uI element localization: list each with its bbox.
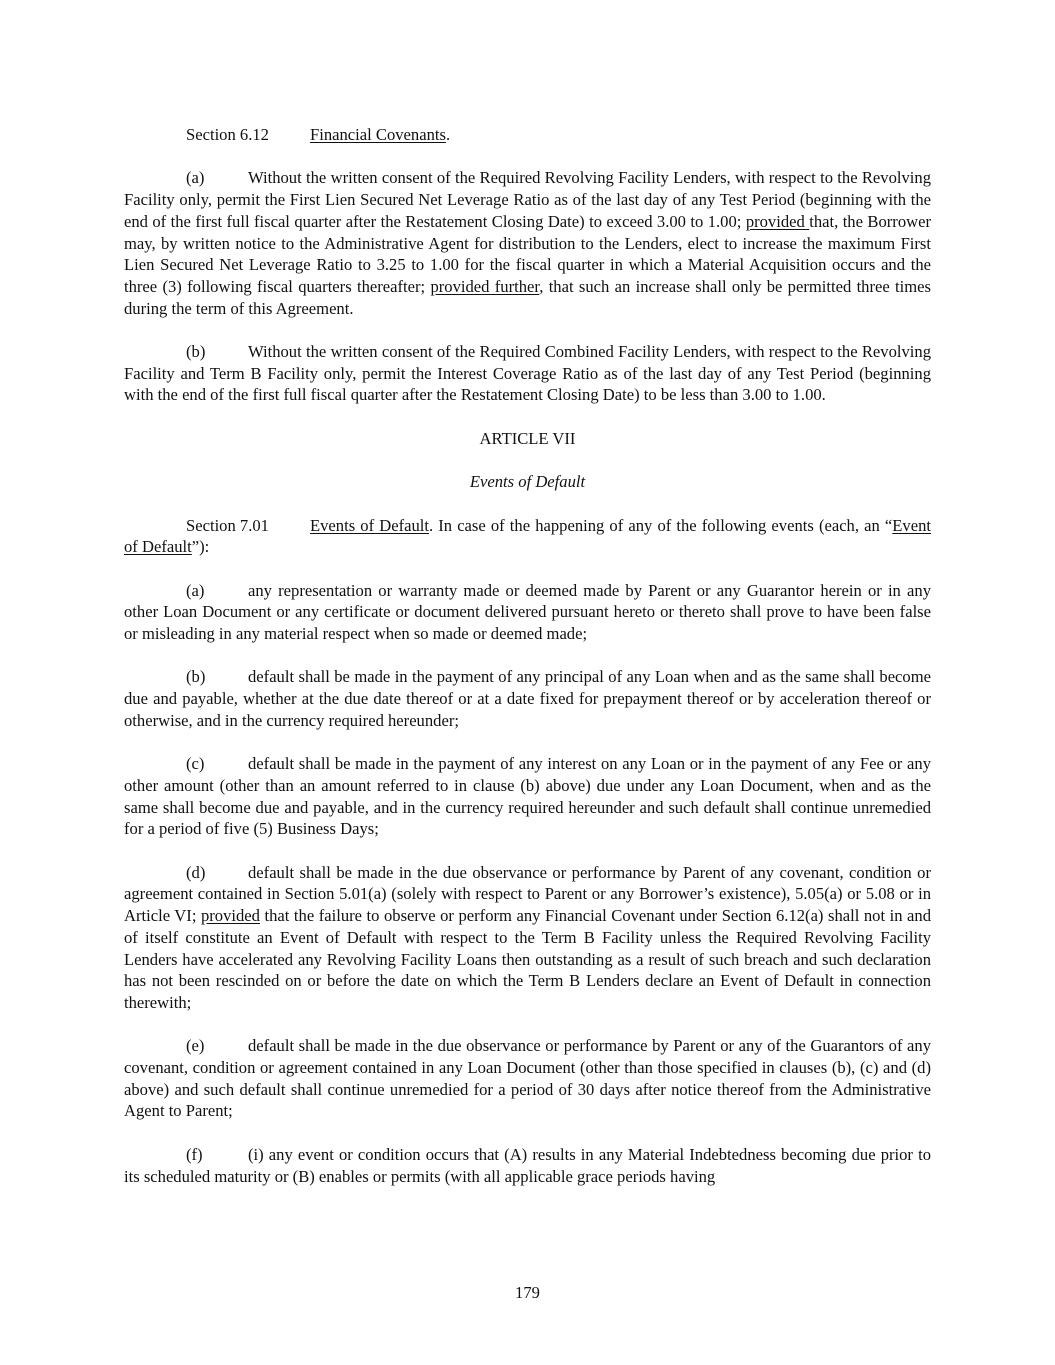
underlined-term: provided: [745, 211, 810, 231]
article-heading: [124, 428, 931, 450]
underlined-term: Event of Default: [124, 515, 931, 557]
underlined-term: Events of Default: [310, 515, 429, 535]
underlined-term: provided: [200, 906, 260, 926]
page-number: 179: [515, 1283, 540, 1302]
clause-paragraph: [124, 1035, 931, 1122]
underlined-term: provided further: [430, 276, 540, 296]
paragraph-label: (c): [186, 754, 205, 774]
paragraph-text: that, the Borrower may, by written notice to the Administrative Agent for distribution to the Lenders, elect to increase the maximum First Lien Secured Net Leverage Ratio to 3.25 to 1.00 for the fiscal quarter in which a Material Acquisition occurs and the three (3) following fiscal quarters thereafter;: [124, 211, 931, 296]
paragraph-text: (i) any event or condition occurs that (A) results in any Material Indebtedness becoming due prior to its scheduled maturity or (B) enables or permits (with all applicable grace periods having: [124, 1144, 931, 1186]
paragraph-label: Section 7.01: [186, 515, 269, 535]
paragraph-label: Section 6.12: [186, 125, 269, 144]
clause-paragraph: [124, 753, 931, 840]
paragraph-text: ARTICLE VII: [479, 428, 576, 448]
clause-paragraph: [124, 666, 931, 731]
paragraph-text: that the failure to observe or perform any Financial Covenant under Section 6.12(a) shall not in and of itself constitute an Event of Default with respect to the Term B Facility unless the Required Revolving Facility Lenders have accelerated any Revolving Facility Loans then outstanding as a result of such breach and such declaration has not been rescinded on or before the date on which the Term B Lenders declare an Event of Default in connection therewith;: [124, 906, 932, 1012]
underlined-term: Financial Covenants: [310, 125, 446, 144]
clause-paragraph: [124, 580, 931, 645]
paragraph-label: (a): [186, 168, 205, 188]
clause-paragraph: [124, 1144, 931, 1187]
paragraph-label: (e): [186, 1036, 205, 1056]
paragraph-text: .: [445, 125, 451, 144]
article-title: [124, 471, 931, 493]
paragraph-text: Without the written consent of the Required Revolving Facility Lenders, with respect to the Revolving Facility only, permit the First Lien Secured Net Leverage Ratio as of the last day of any Test Period (beginning with the end of the first full fiscal quarter after the Restatement Closing Date) to exceed 3.00 to 1.00;: [124, 168, 931, 231]
paragraph-label: (b): [186, 342, 206, 361]
paragraph-text: default shall be made in the due observance or performance by Parent of any covenant, condition or agreement contained in Section 5.01(a) (solely with respect to Parent or any Borrower’s existence), 5.05(a) or 5.08 or in Article VI;: [124, 862, 931, 926]
paragraph-text: any representation or warranty made or deemed made by Parent or any Guarantor herein or in any other Loan Document or any certificate or document delivered pursuant hereto or thereto shall prove to have been false or misleading in any material respect when so made or deemed made;: [124, 580, 931, 644]
paragraph-text: Without the written consent of the Required Combined Facility Lenders, with respect to the Revolving Facility and Term B Facility only, permit the Interest Coverage Ratio as of the last day of any Test Period (beginning with the end of the first full fiscal quarter after the Restatement Closing Date) to be less than 3.00 to 1.00.: [124, 342, 931, 405]
paragraph-label: (d): [186, 862, 206, 882]
paragraph-label: (f): [186, 1144, 203, 1164]
section-paragraph: [124, 515, 931, 558]
paragraph-text: default shall be made in the due observance or performance by Parent or any of the Guarantors of any covenant, condition or agreement contained in any Loan Document (other than those specified in clauses (b), (c) and (d) above) and such default shall continue unremedied for a period of 30 days after notice thereof from the Administrative Agent to Parent;: [124, 1036, 931, 1121]
paragraph-label: (a): [186, 580, 205, 600]
paragraph-text: Events of Default: [469, 472, 586, 492]
paragraph-text: ”):: [191, 537, 210, 557]
clause-paragraph: [124, 862, 931, 1014]
clause-paragraph: [124, 167, 931, 319]
paragraph-text: default shall be made in the payment of any principal of any Loan when and as the same shall become due and payable, whether at the due date thereof or at a date fixed for prepayment thereof or by acceleration thereof or otherwise, and in the currency required hereunder;: [124, 667, 931, 730]
clause-paragraph: [124, 341, 931, 406]
paragraph-text: default shall be made in the payment of any interest on any Loan or in the payment of any Fee or any other amount (other than an amount referred to in clause (b) above) due under any Loan Document, when and as the same shall become due and payable, and in the currency required hereunder and such default shall continue unremedied for a period of five (5) Business Days;: [124, 754, 931, 839]
paragraph-label: (b): [186, 667, 206, 687]
paragraph-text: . In case of the happening of any of the following events (each, an “: [428, 515, 893, 535]
document-page: [124, 124, 931, 1209]
paragraph-text: , that such an increase shall only be permitted three times during the term of this Agreement.: [124, 276, 931, 318]
section-paragraph: [124, 124, 931, 146]
